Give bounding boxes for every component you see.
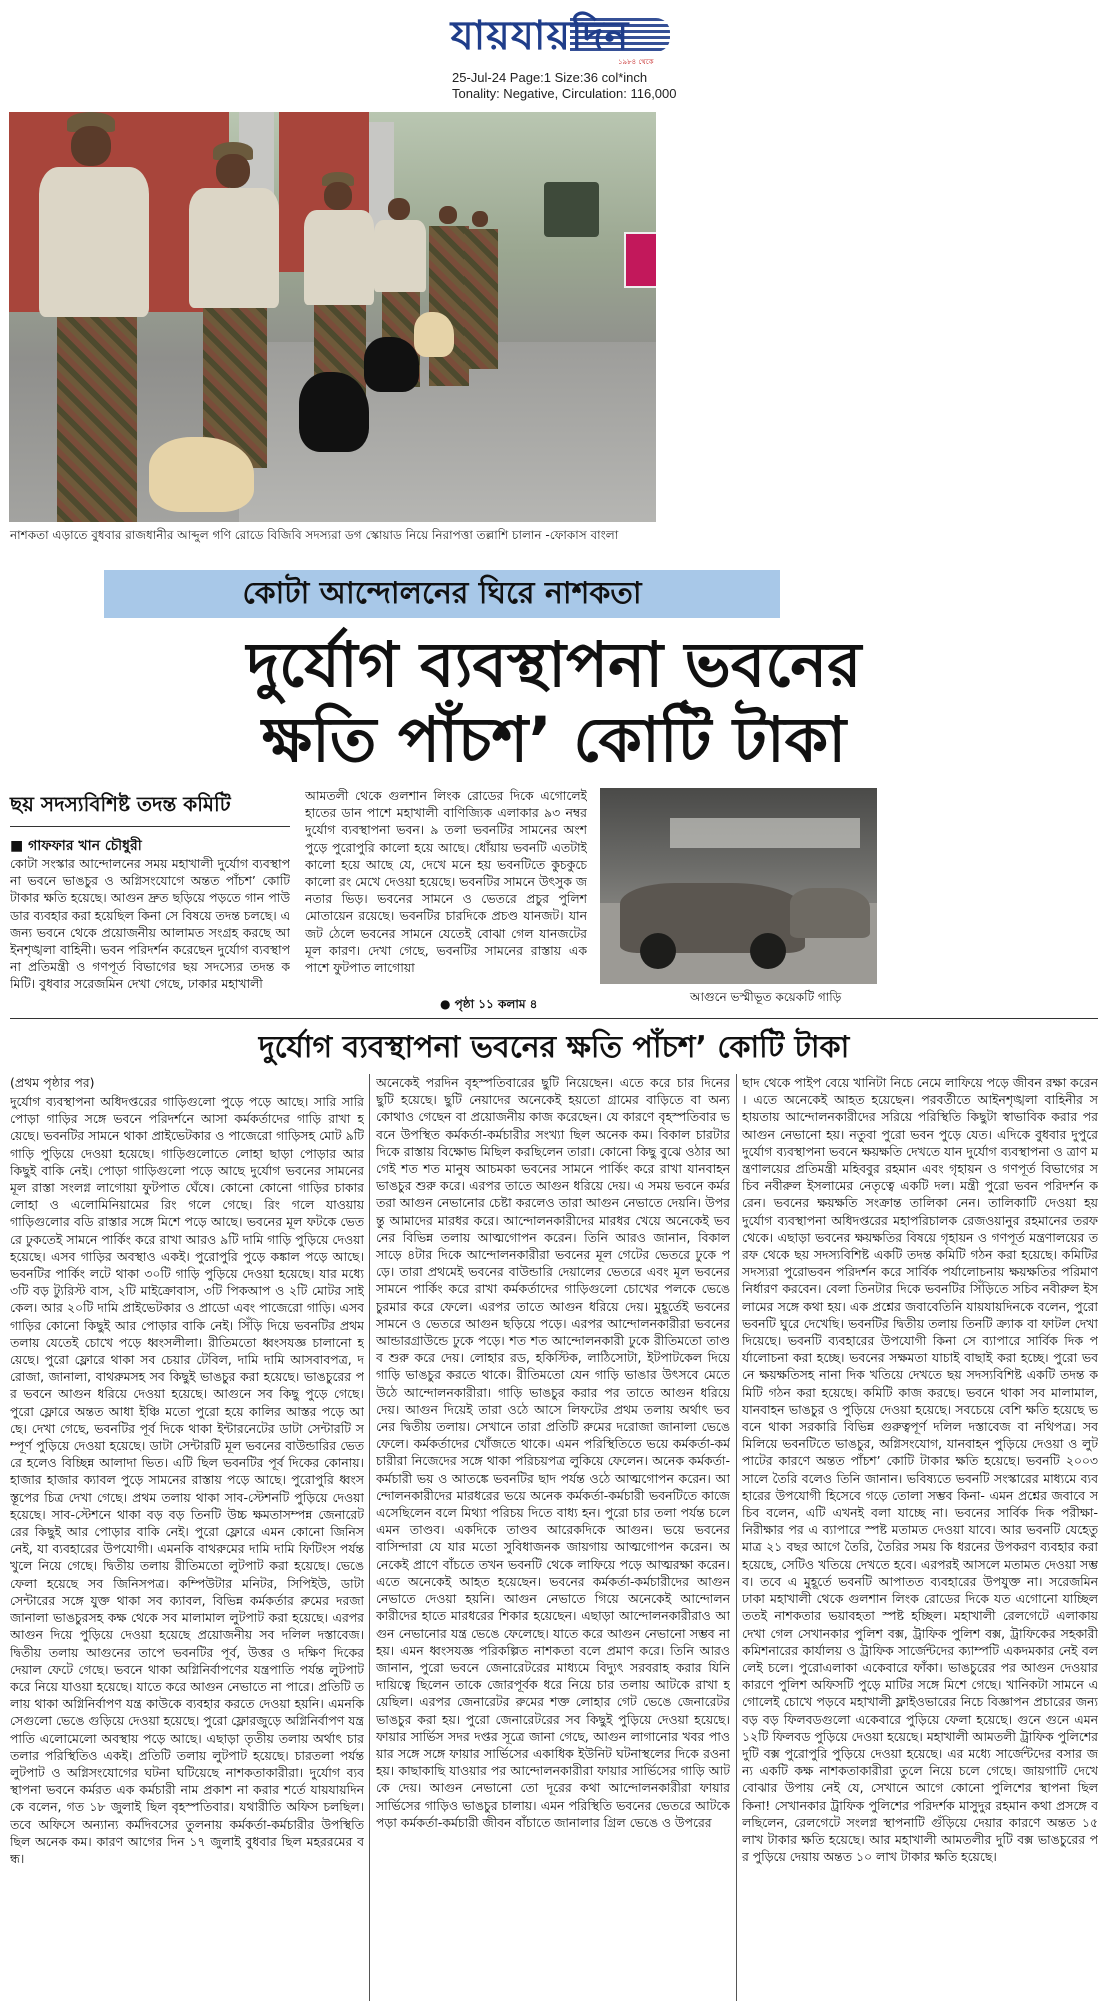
byline: ■ গাফফার খান চৌধুরী bbox=[10, 838, 142, 854]
lead-column-2: আমতলী থেকে গুলশান লিংক রোডের দিকে এগোলেই হাতের ডান পাশে মহাখালী বাণিজ্যিক এলাকার ৯৩ নম্বর দুর্যোগ ব্যবস্থাপনা ভবন। ৯ তলা ভবনটির সামনের অংশ পুড়ে পুরোপুরি কালো হয়ে আছে। ধোঁয়ায় ভবনটি এতটাই কালো হয়ে আছে যে, দেখে মনে হয় ভবনটিতে কুচকুচে কালো রং মেখে দেওয়া হয়েছে। ভবনটির সামনে উৎসুক জনতার ভিড়। ভবনের সামনে ও ভেতরে প্রচুর পুলিশ মোতায়েন রয়েছে। ভবনটির চারদিকে প্রচণ্ড যানজট। যানজট ঠেলে ভবনের সামনে যেতেই বোঝা গেল যানজটের মূল কারণ। দেখা গেছে, ভবনটির সামনের রাস্তায় এক পাশে ফুটপাত লাগোয়া bbox=[305, 788, 587, 976]
kicker-banner: কোটা আন্দোলনের ঘিরে নাশকতা bbox=[104, 570, 780, 618]
column-divider bbox=[736, 1074, 737, 2001]
lead-subhead: ছয় সদস্যবিশিষ্ট তদন্ত কমিটি bbox=[10, 792, 231, 816]
masthead bbox=[420, 8, 700, 66]
bgb-dog-squad-photo bbox=[9, 112, 656, 522]
car-photo-caption: আগুনে ভস্মীভূত কয়েকটি গাড়ি bbox=[690, 990, 842, 1004]
continued-from-front-page: (প্রথম পৃষ্ঠার পর) bbox=[10, 1075, 95, 1090]
logo-tagline: ১৯৮৪ থেকে bbox=[618, 58, 654, 66]
continuation-headline: দুর্যোগ ব্যবস্থাপনা ভবনের ক্ষতি পাঁচশ’ কোটি টাকা bbox=[258, 1030, 850, 1065]
newspaper-logo: যায়যায়দিন bbox=[450, 13, 630, 59]
lead-column-1: কোটা সংস্কার আন্দোলনের সময় মহাখালী দুর্যোগ ব্যবস্থাপনা ভবনে ভাঙচুর ও অগ্নিসংযোগে অন্তত পাঁচশ’ কোটি টাকার ক্ষতি হয়েছে। আগুন দ্রুত ছড়িয়ে পড়তে গান পাউডার ব্যবহার করা হয়েছিল কিনা সে বিষয়ে তদন্ত চলছে। এজন্য ভবনে থেকে প্রয়োজনীয় আলামত সংগ্রহ করছে আইনশৃঙ্খলা বাহিনী। ভবন পরিদর্শন করেছেন দুর্যোগ ব্যবস্থাপনা প্রতিমন্ত্রী ও গণপূর্ত বিভাগের ছয় সদস্যের তদন্ত কমিটি। বুধবার সরেজমিন দেখা গেছে, ঢাকার মহাখালী bbox=[10, 856, 290, 992]
clipping-meta-date: 25-Jul-24 Page:1 Size:36 col*inch bbox=[452, 70, 648, 85]
main-column-2: অনেকেই পরদিন বৃহস্পতিবারের ছুটি নিয়েছেন। এতে করে চার দিনের ছুটি হয়েছে। ছুটি নেয়াদের অনেকেই হয়তো গ্রামের বাড়িতে বা অন্য কোথাও গেছেন বা প্রয়োজনীয় কাজ করেছেন। যে কারণে বৃহস্পতিবার ভবনে উপস্থিত কর্মকর্তা-কর্মচারীর সংখ্যা ছিল অনেক কম। বিকাল চারটার দিকে রাস্তায় বিক্ষোভ মিছিল করছিলেন তারা। কোনো কিছু বুঝে ওঠার আগেই শত শত মানুষ আচমকা ভবনের সামনে পার্কিং করে রাখা যানবাহন ভাঙচুর শুরু করে। এরপর তাতে আগুন ধরিয়ে দেয়। এ সময় ভবনে কর্মরতরা আগুন নেভানোর চেষ্টা করলেও তারা আগুন নেভাতে দেয়নি। উপরন্তু আমাদের মারধর করে। আন্দোলনকারীদের মারধর খেয়ে অনেকেই ভবনের বিভিন্ন তলায় আত্মগোপন করেন। তিনি আরও জানান, বিকাল সাড়ে ৪টার দিকে আন্দোলনকারীরা ভবনের মূল গেটের ভেতরে ঢুকে পড়ে। তারা প্রথমেই ভবনের বাউন্ডারি দেয়ালের ভেতরে এবং মূল ভবনের সামনে পার্কিং করে রাখা কর্মকর্তাদের গাড়িগুলো চোখের পলকে ভেঙে চুরমার করে ফেলে। এরপর তাতে আগুন ধরিয়ে দেয়। মুহূর্তেই ভবনের সামনে ও ভেতরে আগুন ছড়িয়ে পড়ে। এরপর আন্দোলনকারীরা ভবনের আন্ডারগ্রাউন্ডে ঢুকে পড়ে। শত শত আন্দোলনকারী ঢুকে রীতিমতো তাণ্ডব শুরু করে দেয়। লোহার রড, হকিস্টিক, লাঠিসোটা, ইটপাটকেল দিয়ে গাড়ি ভাঙচুর করতে থাকে। রীতিমতো যেন গাড়ি ভাঙার উৎসবে মেতে উঠে আন্দোলনকারীরা। গাড়ি ভাঙচুর করার পর তাতে আগুন ধরিয়ে দেয়। আগুন দিয়েই তারা ওঠে আসে লিফটের প্রথম তলায় অর্থাৎ ভবনের দ্বিতীয় তলায়। সেখানে তারা প্রতিটি রুমের দরোজা জানালা ভেঙে ফেলে। কর্মকর্তাদের খোঁজতে থাকে। এমন পরিস্থিতিতে ভয়ে কর্মকর্তা-কর্মচারীরা নিজেদের সঙ্গে থাকা পরিচয়পত্র লুকিয়ে ফেলেন। অনেক কর্মকর্তা-কর্মচারী ভয় ও আতঙ্কে ভবনটির ছাদ পর্যন্ত ওঠে আত্মগোপন করেন। আন্দোলনকারীদের মারধরের ভয়ে অনেক কর্মকর্তা-কর্মচারী ভবনটিতে কাজে এসেছিলেন বলে মিথ্যা পরিচয় দিতে বাধ্য হন। পুরো চার তলা পর্যন্ত চলে এমন তাণ্ডব। একদিকে তাণ্ডব আরেকদিকে আগুন। ভয়ে ভবনের বাসিন্দারা যে যার মতো সুবিধাজনক জায়গায় আত্মগোপন করেন। অনেকেই প্রাণে বাঁচতে তখন ভবনটি থেকে লাফিয়ে পড়ে আত্মরক্ষা করেন। এতে অনেকেই আহত হয়েছেন। ভবনের কর্মকর্তা-কর্মচারীদের আগুন নেভাতে দেওয়া হয়নি। আগুন নেভাতে গিয়ে অনেকেই আন্দোলনকারীদের হাতে মারধরের শিকার হয়েছেন। এছাড়া আন্দোলনকারীরাও আগুন নেভানোর যন্ত্র ভেঙে ফেলেছে। যাতে করে আগুন নেভানো সম্ভব না হয়। এমন ধ্বংসযজ্ঞ পরিকল্পিত নাশকতা বলে প্রমাণ করে। তিনি আরও জানান, পুরো ভবনে জেনারেটরের মাধ্যমে বিদ্যুৎ সরবরাহ করার যিনি দায়িত্বে ছিলেন তাকে জোরপূর্বক ধরে নিয়ে চার তলায় আটকে রাখা হয়েছিল। এরপর জেনারেটর রুমের শক্ত লোহার গেট ভেঙে জেনারেটর ভাঙচুর করা হয়। পুরো জেনারেটরের সব কিছুই পুড়িয়ে দেওয়া হয়েছে। ফায়ার সার্ভিস সদর দপ্তর সূত্রে জানা গেছে, আগুন লাগানোর খবর পাওয়ার সঙ্গে সঙ্গে ফায়ার সার্ভিসের একাধিক ইউনিট ঘটনাস্থলের দিকে রওনা হয়। কাছাকাছি যাওয়ার পর আন্দোলনকারীরা ফায়ার সার্ভিসের গাড়ি আটকে দেয়। আগুন নেভানো তো দূরের কথা আন্দোলনকারীরা ফায়ার সার্ভিসের গাড়িও ভাঙচুর চালায়। এমন পরিস্থিতি ভবনের ভেতরে আটকে পড়া কর্মকর্তা-কর্মচারী জীবন বাঁচাতে জানালার গ্রিল ভেঙে ও উপরের bbox=[376, 1075, 730, 1830]
section-top-rule bbox=[10, 1018, 1098, 1019]
continued-page-reference: ● পৃষ্ঠা ১১ কলাম ৪ bbox=[440, 997, 538, 1011]
headline-line-1: দুর্যোগ ব্যবস্থাপনা ভবনের bbox=[246, 628, 862, 701]
clipping-meta-tonality: Tonality: Negative, Circulation: 116,000 bbox=[452, 86, 677, 101]
headline-line-2: ক্ষতি পাঁচশ’ কোটি টাকা bbox=[261, 703, 847, 776]
burnt-cars-photo bbox=[600, 788, 877, 984]
top-photo-caption: নাশকতা এড়াতে বুধবার রাজধানীর আব্দুল গণি রোডে বিজিবি সদস্যরা ডগ স্কোয়াড নিয়ে নিরাপত্তা তল্লাশি চালান -ফোকাস বাংলা bbox=[10, 528, 619, 542]
main-column-3: ছাদ থেকে পাইপ বেয়ে খানিটা নিচে নেমে লাফিয়ে পড়ে জীবন রক্ষা করেন। এতে অনেকেই আহত হয়েছেন। পরবর্তীতে আইনশৃঙ্খলা বাহিনীর সহায়তায় আন্দোলনকারীদের সরিয়ে পরিস্থিতি কিছুটা স্বাভাবিক করার পর আগুন নেভানো হয়। নতুবা পুরো ভবন পুড়ে যেত। এদিকে বুধবার দুপুরে দুর্যোগ ব্যবস্থাপনা ভবনে ক্ষয়ক্ষতি দেখতে যান দুর্যোগ ব্যবস্থাপনা ও ত্রাণ মন্ত্রণালয়ের প্রতিমন্ত্রী মহিববুর রহমান এবং গৃহায়ন ও গণপূর্ত বিভাগের সচিব নবীরুল ইসলামের নেতৃত্বে একটি দল। মন্ত্রী পুরো ভবন পরিদর্শন করেন। ভবনের ক্ষয়ক্ষতি সংক্রান্ত তালিকা নেন। তালিকাটি দেওয়া হয় দুর্যোগ ব্যবস্থাপনা অধিদপ্তরের মহাপরিচালক রেজওয়ানুর রহমানের তরফ থেকে। এছাড়া ভবনের ক্ষয়ক্ষতির বিষয়ে গৃহায়ন ও গণপূর্ত মন্ত্রণালয়ের তরফ থেকে ছয় সদস্যবিশিষ্ট একটি তদন্ত কমিটি গঠন করা হয়েছে। কমিটির সদস্যরা পুরোভবন পরিদর্শন করে সার্বিক পর্যালোচনায় ক্ষয়ক্ষতির পরিমাণ নির্ধারণ করবেন। বেলা তিনটার দিকে ভবনটির সিঁড়িতে সচিব নবীরুল ইসলামের সঙ্গে কথা হয়। এক প্রশ্নের জবাবেতিনি যায়যায়দিনকে বলেন, পুরো ভবনটি ঘুরে দেখেছি। ভবনটির দ্বিতীয় তলায় তিনটি ক্র্যাক বা ফাটল দেখা দিয়েছে। ভবনটি ব্যবহারের উপযোগী কিনা সে ব্যাপারে সার্বিক দিক পর্যালোচনা করা হচ্ছে। ভবনের সক্ষমতা যাচাই বাছাই করা হচ্ছে। পুরো ভবনে ক্ষয়ক্ষতিসহ নানা দিক খতিয়ে দেখতে ছয় সদস্যবিশিষ্ট একটি তদন্ত কমিটি গঠন করা হয়েছে। কমিটি কাজ করছে। ভবনে থাকা সব মালামাল, যানবাহন ভাঙচুর ও পুড়িয়ে দেওয়া হয়েছে। সবচেয়ে বেশি ক্ষতি হয়েছে ভবনে থাকা সরকারি বিভিন্ন গুরুত্বপূর্ণ দলিল দস্তাবেজ বা নথিপত্র। সবমিলিয়ে ভবনটিতে ভাঙচুর, অগ্নিসংযোগ, যানবাহন পুড়িয়ে দেওয়া ও লুটপাটের কারণে অন্তত পাঁচশ’ কোটি টাকার ক্ষতি হয়েছে। ভবনটি ২০০৩ সালে তৈরি বলেও তিনি জানান। ভবিষ্যতে ভবনটি সংস্কারের মাধ্যমে ব্যবহারের উপযোগী হিসেবে গড়ে তোলা সম্ভব কিনা- এমন প্রশ্নের জবাবে সচিব বলেন, এটি এখনই বলা যাচ্ছে না। ভবনের সার্বিক দিক পরীক্ষা-নিরীক্ষার পর এ ব্যাপারে স্পষ্ট মতামত দেওয়া যাবে। আর ভবনটি যেহেতু মাত্র ২১ বছর আগে তৈরি, তৈরির সময় কি ধরনের উপকরণ ব্যবহার করা হয়েছে, সেটিও খতিয়ে দেখতে হবে। এরপরই আসলে মতামত দেওয়া সম্ভব। তবে এ মুহূর্তে ভবনটি আপাতত ব্যবহারের উপযুক্ত না। সরেজমিন ঢাকা মহাখালী থেকে গুলশান লিংক রোডের দিকে যত এগোনো যাচ্ছিল ততই নাশকতার ভয়াবহতা স্পষ্ট হচ্ছিল। মহাখালী রেলগেটে এলাকায় দেখা গেল সেখানকার পুলিশ বক্স, ট্রাফিক পুলিশ বক্স, ট্রাফিকের সহকারী কমিশনারের কার্যালয় ও ট্রাফিক সার্জেন্টদের ক্যাম্পটি একদমকার নেই বললেই চলে। পুরোএলাকা একেবারে ফাঁকা। ভাঙচুরের পর আগুন দেওয়ার কারণে পুলিশ অফিসটি পুড়ে মাটির সঙ্গে মিশে গেছে। খানিকটা সামনে এগোলেই চোখে পড়বে মহাখালী ফ্লাইওভারের নিচে বিজ্ঞাপন প্রচারের জন্য বড় বড় ফিলবডগুলো একেবারে পুড়িয়ে ফেলা হয়েছে। গুনে গুনে এমন ১২টি ফিলবড পুড়িয়ে দেওয়া হয়েছে। মহাখালী আমতলী ট্রাফিক পুলিশের দুটি বক্স পুরোপুরি পুড়িয়ে দেওয়া হয়েছে। এর মধ্যে সার্জেন্টদের বসার জন্য একটি কক্ষ নাশকতাকারীরা তুলে নিয়ে চলে গেছে। জায়গাটি দেখে বোঝার উপায় নেই যে, সেখানে আগে কোনো পুলিশের স্থাপনা ছিল কিনা! সেখানকার ট্রাফিক পুলিশের পরিদর্শক মাসুদুর রহমান কথা প্রসঙ্গে বলছিলেন, রেলগেটে সংলগ্ন স্থাপনাটি গুঁড়িয়ে দেয়ার কারণে অন্তত ১৫ লাখ টাকার ক্ষতি হয়েছে। আর মহাখালী আমতলীর দুটি বক্স ভাঙচুরের পর পুড়িয়ে দেয়ায় অন্তত ১০ লাখ টাকার ক্ষতি হয়েছে। bbox=[742, 1075, 1098, 1865]
column-divider bbox=[369, 1074, 370, 2001]
main-column-1: দুর্যোগ ব্যবস্থাপনা অধিদপ্তরের গাড়িগুলো পুড়ে পড়ে আছে। সারি সারি পোড়া গাড়ির সঙ্গে ভবনে পরিদর্শনে আসা কর্মকর্তাদের গাড়ি রাখা হয়েছে। ভবনটির সামনে থাকা প্রাইভেটকার ও পাজেরো গাড়িসহ মোট ৯টি গাড়ি পুড়িয়ে দেওয়া হয়েছে। গাড়িগুলোতে লোহা ছাড়া পোড়ার আর কিছুই বাকি নেই। পোড়া গাড়িগুলো পড়ে আছে দুর্যোগ ভবনের সামনের মূল রাস্তা সংলগ্ন লাগোয়া ফুটপাত ঘেঁষে। কোনো কোনো গাড়ির চাকার লোহা ও এলোমিনিয়ামের রিং গলে গেছে। রিং গলে যাওয়ায় গাড়িগুলোর বডি রাস্তার সঙ্গে মিশে পড়ে আছে। ভবনের মূল ফটকে ভেতরে ঢুকতেই সামনে পার্কিং করে রাখা আরও ৯টি দামি গাড়ি পুড়িয়ে দেওয়া হয়েছে। এসব গাড়ির অবস্থাও একই। পুরোপুরি পুড়ে কঙ্কাল পড়ে আছে। ভবনটির পার্কিং লটে থাকা ৩০টি গাড়ি পুড়িয়ে দেওয়া হয়েছে। যার মধ্যে ৩টি বড় ট্যুরিস্ট বাস, ২টি মাইক্রোবাস, ৩টি পিকআপ ও ২টি মোটর সাইকেল। আর ২০টি দামি প্রাইভেটকার ও প্রাডো এবং পাজেরো গাড়ি। এসব গাড়ির কোনো কিছুই আর পোড়ার বাকি নেই। সিঁড়ি দিয়ে ভবনটির প্রথম তলায় যেতেই চোখে পড়ে ধ্বংসলীলা। রীতিমতো ধ্বংসযজ্ঞ চালানো হয়েছে। পুরো ফ্লোরে থাকা সব চেয়ার টেবিল, দামি দামি আসবাবপত্র, দরোজা, জানালা, বাথরুমসহ সব কিছুই ভাঙচুর করা হয়েছে। ভাঙচুরের পর ভবনে আগুন ধরিয়ে দেওয়া হয়েছে। আগুনে সব কিছু পুড়ে গেছে। পুরো ফ্লোরে অন্তত আধা ইঞ্চি মতো পুরো হয়ে কালির আস্তর পড়ে আছে। দেখা গেছে, ভবনটির পূর্ব দিকে থাকা ইন্টারনেটের ডাটা সেন্টারটি সম্পূর্ণ পুড়িয়ে দেওয়া হয়েছে। ডাটা সেন্টারটি মূল ভবনের বাউন্ডারির ভেতরে হলেও বিচ্ছিন্ন আলাদা ভিত। এটি ছিল ভবনটির পূর্ব দিকের কোনায়। হাজার হাজার ক্যাবল পুড়ে সামনের রাস্তায় পড়ে আছে। পুরোপুরি ধ্বংসস্তূপের চিত্র দেখা গেছে। প্রথম তলায় থাকা সাব-স্টেশনটি পুড়িয়ে দেওয়া হয়েছে। সাব-স্টেশনে থাকা বড় বড় তিনটি উচ্চ ক্ষমতাসম্পন্ন জেনারেটরের কিছুই আর পোড়ার বাকি নেই। পুরো ফ্লোরে এমন কোনো জিনিস নেই, যা ব্যবহারের উপযোগী। এমনকি বাথরুমের দামি দামি ফিটিংস পর্যন্ত খুলে নিয়ে গেছে। দ্বিতীয় তলায় রীতিমতো লুটপাট করা হয়েছে। ভেঙে ফেলা হয়েছে সব জিনিসপত্র। কম্পিউটার মনিটর, সিপিইউ, ডাটা সেন্টারের সঙ্গে যুক্ত থাকা সব ক্যাবল, বিভিন্ন কর্মকর্তার রুমের দরজা জানালা ভাঙচুরসহ কক্ষ থেকে সব মালামাল লুটপাট করা হয়েছে। এরপর আগুন দিয়ে পুড়িয়ে দেওয়া হয়েছে প্রয়োজনীয় সব দলিল দস্তাবেজ। দ্বিতীয় তলায় আগুনের তাপে ভবনটির পূর্ব, উত্তর ও দক্ষিণ দিকের দেয়াল ফেটে গেছে। ভবনে থাকা অগ্নিনির্বাপণের যন্ত্রপাতি পর্যন্ত লুটপাট করে নিয়ে যাওয়া হয়েছে। যাতে করে আগুন নেভাতে না পারে। প্রতিটি তলায় থাকা অগ্নিনির্বাপণ যন্ত্র কাউকে ব্যবহার করতে দেওয়া হয়নি। এমনকি সেগুলো ভেঙে গুড়িয়ে দেওয়া হয়েছে। পুরো ফ্লোরজুড়ে অগ্নিনির্বাপণ যন্ত্রপাতি এলোমেলো অবস্থায় পড়ে আছে। এছাড়া তৃতীয় তলায় অর্থাৎ চার তলার পরিস্থিতিও একই। প্রতিটি তলায় লুটপাট হয়েছে। চারতলা পর্যন্ত লুটপাট ও অগ্নিসংযোগের ঘটনা ঘটিয়েছে নাশকতাকারীরা। দুর্যোগ ব্যবস্থাপনা ভবনে কর্মরত এক কর্মচারী নাম প্রকাশ না করার শর্তে যায়যায়দিনকে বলেন, গত ১৮ জুলাই ছিল বৃহস্পতিবার। যথারীতি অফিস চলছিল। তবে অফিসে অন্যান্য কর্মদিবসের তুলনায় কর্মকর্তা-কর্মচারীর উপস্থিতি ছিল অনেক কম। কারণ আগের দিন ১৭ জুলাই বুধবার ছিল মহররমের বন্ধ। bbox=[10, 1094, 364, 1866]
subhead-rule bbox=[10, 826, 290, 827]
